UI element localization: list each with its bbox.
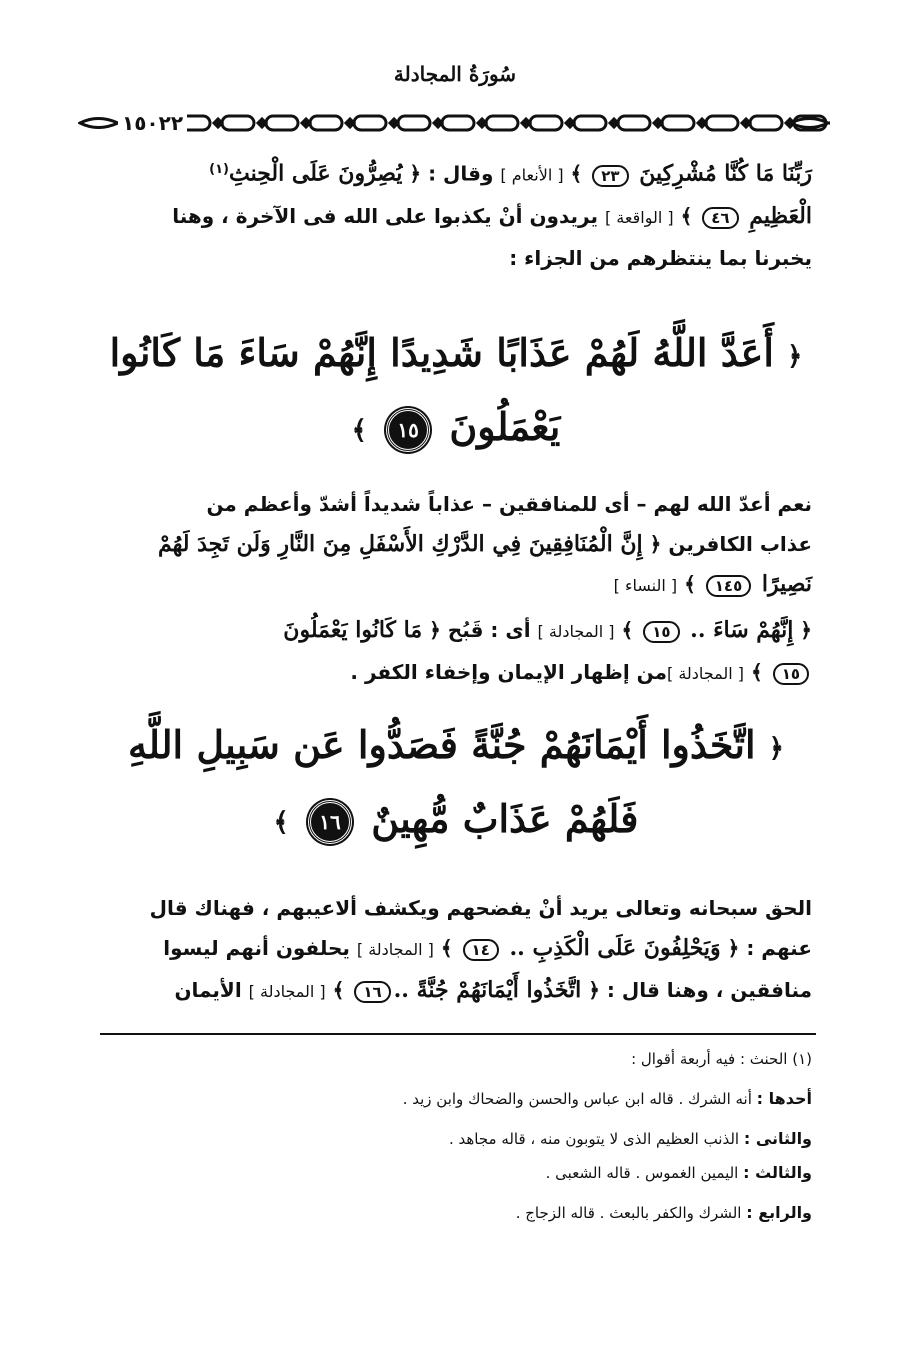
footnote-lead: والثالث : bbox=[743, 1163, 812, 1182]
sura-reference: [ المجادلة ] bbox=[537, 622, 615, 641]
text-span: ﴾ bbox=[563, 161, 590, 186]
text-span: منافقين ، وهنا قال : ﴿ bbox=[581, 978, 812, 1002]
quran-quote: مَا كَانُوا يَعْمَلُونَ bbox=[283, 617, 423, 643]
text-line bbox=[100, 238, 812, 278]
ornament-link bbox=[662, 116, 694, 130]
text-span: من إظهار الإيمان وإخفاء الكفر . bbox=[350, 660, 668, 684]
text-span: عذاب الكافرين ﴿ bbox=[642, 532, 812, 556]
ornamental-brace-close: ﴾ bbox=[351, 415, 367, 445]
text-span: الحق سبحانه وتعالى يريد أنْ يفضحهم ويكشف ألاعيبهم ، فهناك قال bbox=[149, 896, 812, 920]
footnote-item bbox=[100, 1088, 812, 1110]
text-line bbox=[100, 928, 812, 970]
text-line bbox=[100, 196, 812, 238]
sura-reference: [ المجادلة ] bbox=[667, 664, 745, 683]
footnote-marker: (١) bbox=[209, 162, 229, 177]
page-number: ١٥٠٢٢ bbox=[118, 112, 187, 134]
ayah-number: ١٥ bbox=[643, 621, 679, 643]
sura-reference: [ المجادلة ] bbox=[356, 940, 434, 959]
sura-reference: [ الواقعة ] bbox=[604, 207, 674, 227]
ornament-link bbox=[750, 116, 782, 130]
text-span: أى : قَبُح ﴿ bbox=[422, 618, 538, 642]
quran-quote: إِنَّهُمْ سَاءَ .. bbox=[682, 617, 794, 643]
text-line bbox=[100, 652, 812, 694]
footnote-intro: (١) الحنث : فيه أربعة أقوال : bbox=[631, 1050, 812, 1068]
ornament-link bbox=[618, 116, 650, 130]
ornament-link bbox=[442, 116, 474, 130]
sura-reference: [ المجادلة ] bbox=[248, 982, 326, 1001]
verse-line: يَعْمَلُونَ bbox=[449, 403, 561, 449]
ayah-number: ١٤ bbox=[463, 939, 499, 961]
paragraph-intro bbox=[100, 150, 812, 278]
sura-reference: [ الأنعام ] bbox=[500, 165, 564, 185]
sura-reference: [ النساء ] bbox=[613, 576, 678, 595]
text-line bbox=[100, 150, 812, 196]
ayah-number: ١٤٥ bbox=[706, 575, 751, 597]
verse-block-15 bbox=[100, 318, 812, 465]
text-span: عنهم : ﴿ bbox=[720, 936, 812, 960]
text-span: وقال : ﴿ bbox=[402, 161, 501, 186]
text-span: يحلفون أنهم ليسوا bbox=[163, 936, 357, 960]
ornament-end bbox=[80, 119, 118, 128]
ornament-link bbox=[354, 116, 386, 130]
verse-number-badge: ١٥ bbox=[386, 408, 430, 452]
ayah-number: ٤٦ bbox=[702, 207, 738, 229]
paragraph-explanation bbox=[100, 484, 812, 606]
text-line bbox=[100, 888, 812, 928]
text-span: نعم أعدّ الله لهم – أى للمنافقين – عذاباً شديداً أشدّ وأعظم من bbox=[206, 492, 812, 516]
text-span: ﴾ bbox=[433, 936, 460, 960]
footnote-lead: أحدها : bbox=[756, 1089, 812, 1108]
ornamental-brace-open: ﴿ bbox=[787, 341, 803, 372]
text-span: يخبرنا بما ينتظرهم من الجزاء : bbox=[509, 245, 812, 270]
ayah-number: ١٦ bbox=[354, 981, 390, 1003]
footnote-lead: والثانى : bbox=[743, 1129, 812, 1148]
text-span: ﴾ bbox=[673, 203, 700, 228]
quran-quote: نَصِيرًا bbox=[754, 571, 812, 597]
ornament-link bbox=[266, 116, 298, 130]
footnote-text: الذنب العظيم الذى لا يتوبون منه ، قاله مجاهد . bbox=[448, 1130, 744, 1148]
footnote-item bbox=[100, 1162, 812, 1184]
footnote-item bbox=[100, 1128, 812, 1150]
ornament-link bbox=[574, 116, 606, 130]
footnote-item bbox=[100, 1202, 812, 1224]
text-span: يريدون أنْ يكذبوا على الله فى الآخرة ، وهنا bbox=[172, 203, 605, 228]
ornament-link bbox=[310, 116, 342, 130]
quran-quote: رَبِّنَا مَا كُنَّا مُشْرِكِينَ bbox=[631, 160, 812, 187]
text-span: ﴿ bbox=[793, 618, 812, 642]
footnote-text: أنه الشرك . قاله ابن عباس والحسن والضحاك وابن زيد . bbox=[402, 1090, 757, 1108]
text-line bbox=[100, 970, 812, 1012]
text-span: ﴾ bbox=[325, 978, 352, 1002]
sura-title: سُورَةُ المجادلة bbox=[393, 62, 517, 86]
footnote-text: الشرك والكفر بالبعث . قاله الزجاج . bbox=[515, 1204, 747, 1222]
verse-line: اتَّخَذُوا أَيْمَانَهُمْ جُنَّةً فَصَدُّوا عَن سَبِيلِ اللَّهِ bbox=[128, 722, 756, 767]
footnote-text: اليمين الغموس . قاله الشعبى . bbox=[545, 1164, 744, 1182]
ayah-number: ١٥ bbox=[773, 663, 809, 685]
quran-quote: يُصِرُّونَ عَلَى الْحِنثِ bbox=[228, 160, 403, 187]
paragraph-commentary bbox=[100, 888, 812, 1012]
footnote-lead: والرابع : bbox=[746, 1203, 812, 1222]
text-span: ﴾ bbox=[744, 660, 770, 684]
quran-quote: الْعَظِيمِ bbox=[741, 202, 812, 229]
quran-quote: وَيَحْلِفُونَ عَلَى الْكَذِبِ .. bbox=[501, 935, 721, 961]
text-span: الأيمان bbox=[174, 978, 249, 1002]
text-line bbox=[100, 564, 812, 606]
paragraph-meaning bbox=[100, 610, 812, 694]
verse-line: فَلَهُمْ عَذَابٌ مُّهِينٌ bbox=[371, 795, 639, 841]
ornament-link bbox=[706, 116, 738, 130]
ornament-link bbox=[530, 116, 562, 130]
ornamental-brace-close: ﴾ bbox=[273, 807, 289, 837]
verse-number-badge: ١٦ bbox=[308, 800, 352, 844]
verse-block-16 bbox=[100, 710, 812, 857]
text-line bbox=[100, 484, 812, 524]
ornament-link bbox=[398, 116, 430, 130]
footnote-divider bbox=[100, 1033, 816, 1035]
ayah-number: ٢٣ bbox=[592, 165, 628, 187]
quran-quote: اتَّخَذُوا أَيْمَانَهُمْ جُنَّةً .. bbox=[393, 977, 582, 1003]
ornamental-brace-open: ﴿ bbox=[768, 733, 784, 764]
text-line bbox=[100, 610, 812, 652]
ornament-link bbox=[486, 116, 518, 130]
text-span: ﴾ bbox=[614, 618, 641, 642]
text-span: ﴾ bbox=[677, 572, 703, 596]
verse-line: أَعَدَّ اللَّهُ لَهُمْ عَذَابًا شَدِيدًا إِنَّهُمْ سَاءَ مَا كَانُوا bbox=[109, 330, 774, 375]
ornament-border bbox=[78, 112, 830, 134]
quran-quote: إِنَّ الْمُنَافِقِينَ فِي الدَّرْكِ الأَسْفَلِ مِنَ النَّارِ وَلَن تَجِدَ لَهُمْ bbox=[157, 531, 643, 557]
text-line bbox=[100, 524, 812, 564]
ornament-link bbox=[222, 116, 254, 130]
